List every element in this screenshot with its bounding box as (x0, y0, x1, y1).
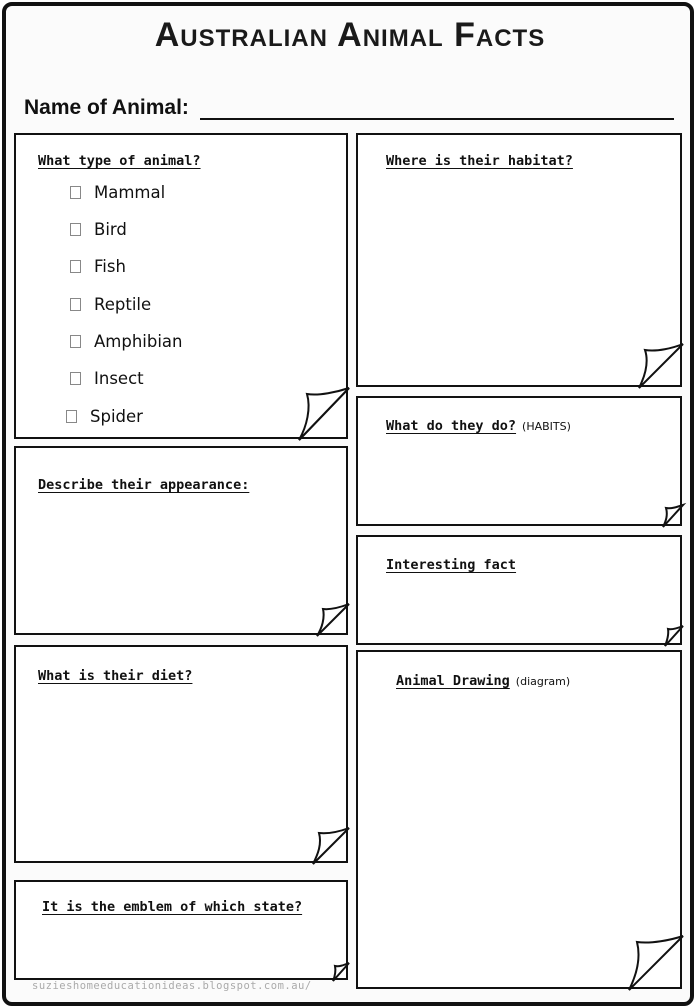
interesting-fact-heading: Interesting fact (386, 557, 517, 573)
animal-drawing-heading-text: Animal Drawing (396, 673, 510, 689)
page-curl-icon (663, 626, 683, 646)
option-insect[interactable] (70, 369, 144, 388)
footer-url: suzieshomeeducationideas.blogspot.com.au/ (32, 980, 312, 992)
page-curl-icon (311, 828, 349, 864)
page-curl-icon (637, 344, 683, 388)
habits-note: (HABITS) (522, 420, 571, 433)
page-title: Australian Animal Facts (154, 16, 546, 54)
checkbox[interactable] (70, 260, 81, 273)
checkbox[interactable] (70, 372, 81, 385)
interesting-fact-box (356, 535, 682, 645)
page-curl-icon (331, 963, 349, 981)
animal-drawing-note: (diagram) (515, 675, 571, 688)
checkbox[interactable] (66, 410, 77, 423)
diet-box (14, 645, 348, 863)
option-reptile[interactable] (70, 295, 151, 314)
checkbox[interactable] (70, 223, 81, 236)
page-curl-icon (297, 388, 349, 440)
checkbox[interactable] (70, 335, 81, 348)
habitat-heading: Where is their habitat? (386, 153, 573, 169)
emblem-heading: It is the emblem of which state? (42, 899, 303, 915)
option-mammal[interactable] (70, 183, 165, 202)
option-bird[interactable] (70, 220, 127, 239)
option-label: Bird (94, 220, 127, 239)
option-label: Fish (94, 257, 126, 276)
habits-box (356, 396, 682, 526)
emblem-box (14, 880, 348, 980)
option-label: Amphibian (94, 332, 183, 351)
checkbox[interactable] (70, 298, 81, 311)
option-spider[interactable] (66, 407, 143, 426)
page-curl-icon (315, 604, 349, 636)
page-curl-icon (627, 936, 683, 990)
habits-heading-text: What do they do? (386, 418, 517, 434)
appearance-heading: Describe their appearance: (38, 477, 250, 493)
animal-drawing-box (356, 650, 682, 989)
diet-heading: What is their diet? (38, 668, 193, 684)
appearance-box (14, 446, 348, 635)
name-of-animal-label: Name of Animal: (24, 96, 189, 119)
animal-type-heading: What type of animal? (38, 153, 201, 169)
page-curl-icon (661, 505, 683, 527)
option-label: Reptile (94, 295, 152, 314)
animal-drawing-heading (396, 673, 570, 689)
checkbox[interactable] (70, 186, 81, 199)
name-of-animal-line[interactable] (200, 118, 674, 120)
option-label: Insect (94, 369, 144, 388)
animal-type-box (14, 133, 348, 439)
option-fish[interactable] (70, 257, 126, 276)
option-label: Spider (90, 407, 143, 426)
name-of-animal-row (24, 96, 674, 122)
option-label: Mammal (94, 183, 166, 202)
habitat-box (356, 133, 682, 387)
habits-heading (386, 418, 571, 434)
option-amphibian[interactable] (70, 332, 183, 351)
